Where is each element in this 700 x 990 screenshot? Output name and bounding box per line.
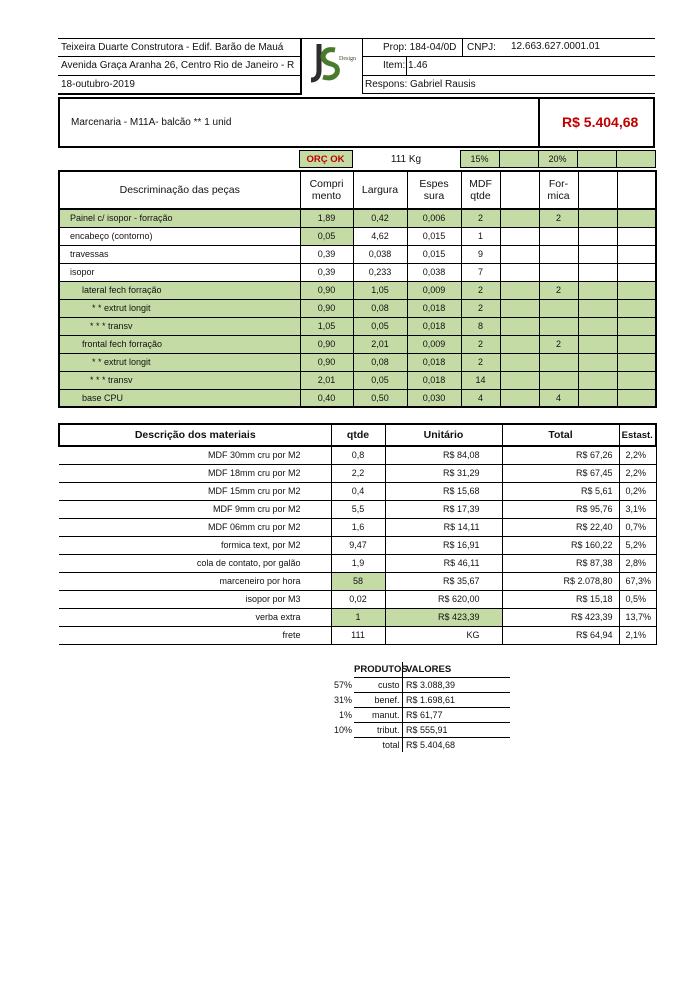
table-row xyxy=(59,281,656,299)
material-percent: 67,3% xyxy=(619,572,656,590)
table-row xyxy=(59,353,656,371)
material-percent: 5,2% xyxy=(619,536,656,554)
part-name: isopor xyxy=(59,263,300,281)
mdf-percent: 15% xyxy=(460,151,499,168)
table-row xyxy=(59,446,656,464)
part-formica xyxy=(539,317,578,335)
table-row xyxy=(59,464,656,482)
material-name: isopor por M3 xyxy=(59,590,331,608)
part-width: 1,05 xyxy=(353,281,407,299)
part-blank-2 xyxy=(578,317,617,335)
material-total: R$ 64,94 xyxy=(502,626,619,644)
part-blank-2 xyxy=(578,281,617,299)
product-percent: 10% xyxy=(333,724,352,735)
material-qty: 0,4 xyxy=(331,482,385,500)
material-total: R$ 2.078,80 xyxy=(502,572,619,590)
site-address: Avenida Graça Aranha 26, Centro Rio de Janeiro - R xyxy=(61,60,295,71)
product-percent: 31% xyxy=(333,694,352,705)
table-row xyxy=(59,536,656,554)
part-formica xyxy=(539,299,578,317)
part-blank-1 xyxy=(500,335,539,353)
part-name: encabeço (contorno) xyxy=(59,227,300,245)
part-length: 0,05 xyxy=(300,227,353,245)
product-label: tribut. xyxy=(354,722,402,737)
status-strip xyxy=(58,150,656,168)
product-value: R$ 1.698,61 xyxy=(406,692,510,707)
col-length: Compri mento xyxy=(300,171,353,209)
materials-header-row xyxy=(59,424,656,446)
col-blank-3 xyxy=(617,171,656,209)
material-unit-price: R$ 17,39 xyxy=(385,500,502,518)
status-badge: ORÇ OK xyxy=(299,151,352,168)
formica-percent: 20% xyxy=(538,151,577,168)
part-name: frontal fech forração xyxy=(59,335,300,353)
material-qty: 1,6 xyxy=(331,518,385,536)
grand-total: R$ 5.404,68 xyxy=(562,114,639,130)
material-unit-price: R$ 46,11 xyxy=(385,554,502,572)
col-qty: qtde xyxy=(331,424,385,446)
part-thickness: 0,018 xyxy=(407,353,461,371)
part-blank-1 xyxy=(500,371,539,389)
material-qty: 0,8 xyxy=(331,446,385,464)
part-thickness: 0,018 xyxy=(407,317,461,335)
material-percent: 0,2% xyxy=(619,482,656,500)
material-qty: 111 xyxy=(331,626,385,644)
part-name: base CPU xyxy=(59,389,300,407)
material-total: R$ 67,26 xyxy=(502,446,619,464)
part-blank-3 xyxy=(617,299,656,317)
col-stats: Estast. xyxy=(619,424,656,446)
part-blank-1 xyxy=(500,263,539,281)
part-mdf-qty: 2 xyxy=(461,281,500,299)
part-formica: 4 xyxy=(539,389,578,407)
col-blank-1 xyxy=(500,171,539,209)
part-thickness: 0,015 xyxy=(407,227,461,245)
part-length: 0,39 xyxy=(300,245,353,263)
list-item xyxy=(330,692,510,707)
material-unit-price: R$ 14,11 xyxy=(385,518,502,536)
part-formica xyxy=(539,263,578,281)
part-width: 0,233 xyxy=(353,263,407,281)
part-blank-2 xyxy=(578,245,617,263)
part-length: 0,90 xyxy=(300,335,353,353)
material-name: marceneiro por hora xyxy=(59,572,331,590)
part-blank-3 xyxy=(617,209,656,227)
part-blank-2 xyxy=(578,227,617,245)
part-blank-2 xyxy=(578,209,617,227)
part-blank-1 xyxy=(500,245,539,263)
material-qty: 2,2 xyxy=(331,464,385,482)
material-qty: 1 xyxy=(331,608,385,626)
product-label: custo xyxy=(354,677,402,692)
material-percent: 0,5% xyxy=(619,590,656,608)
material-name: cola de contato, por galão xyxy=(59,554,331,572)
list-item xyxy=(330,677,510,692)
col-thickness: Espes sura xyxy=(407,171,461,209)
list-item xyxy=(330,722,510,737)
part-width: 0,08 xyxy=(353,299,407,317)
material-qty: 58 xyxy=(331,572,385,590)
material-qty: 9,47 xyxy=(331,536,385,554)
table-row xyxy=(59,317,656,335)
part-name: * * extrut longit xyxy=(59,353,300,371)
part-blank-3 xyxy=(617,281,656,299)
part-blank-1 xyxy=(500,227,539,245)
material-qty: 5,5 xyxy=(331,500,385,518)
table-row xyxy=(59,209,656,227)
material-total: R$ 67,45 xyxy=(502,464,619,482)
company-name: Teixeira Duarte Construtora - Edif. Barão de Mauá xyxy=(61,42,284,53)
part-thickness: 0,030 xyxy=(407,389,461,407)
material-unit-price: R$ 35,67 xyxy=(385,572,502,590)
material-qty: 1,9 xyxy=(331,554,385,572)
part-length: 1,89 xyxy=(300,209,353,227)
col-mdf-qty: MDF qtde xyxy=(461,171,500,209)
col-total: Total xyxy=(502,424,619,446)
job-title: Marcenaria - M11A- balcão ** 1 unid xyxy=(71,117,232,128)
material-unit-price: KG xyxy=(385,626,502,644)
table-row xyxy=(59,389,656,407)
part-thickness: 0,009 xyxy=(407,335,461,353)
material-name: frete xyxy=(59,626,331,644)
part-thickness: 0,006 xyxy=(407,209,461,227)
part-blank-2 xyxy=(578,335,617,353)
logo-word: Design xyxy=(339,56,356,62)
part-blank-1 xyxy=(500,281,539,299)
product-value: R$ 555,91 xyxy=(406,722,510,737)
table-row xyxy=(59,245,656,263)
part-mdf-qty: 2 xyxy=(461,209,500,227)
part-formica xyxy=(539,353,578,371)
material-percent: 13,7% xyxy=(619,608,656,626)
materials-table xyxy=(58,423,657,645)
part-blank-1 xyxy=(500,389,539,407)
part-formica xyxy=(539,227,578,245)
part-name: * * * transv xyxy=(59,317,300,335)
part-blank-3 xyxy=(617,317,656,335)
col-blank-2 xyxy=(578,171,617,209)
part-mdf-qty: 9 xyxy=(461,245,500,263)
part-name: travessas xyxy=(59,245,300,263)
part-mdf-qty: 2 xyxy=(461,299,500,317)
part-width: 0,05 xyxy=(353,371,407,389)
product-value: R$ 5.404,68 xyxy=(406,739,456,750)
material-percent: 3,1% xyxy=(619,500,656,518)
col-unit-price: Unitário xyxy=(385,424,502,446)
part-width: 0,038 xyxy=(353,245,407,263)
part-mdf-qty: 8 xyxy=(461,317,500,335)
product-percent xyxy=(330,737,354,752)
cnpj-label: CNPJ: xyxy=(467,42,496,53)
material-qty: 0,02 xyxy=(331,590,385,608)
part-blank-3 xyxy=(617,389,656,407)
list-item xyxy=(330,737,510,752)
part-blank-3 xyxy=(617,335,656,353)
part-thickness: 0,018 xyxy=(407,371,461,389)
part-formica xyxy=(539,245,578,263)
part-thickness: 0,038 xyxy=(407,263,461,281)
part-mdf-qty: 1 xyxy=(461,227,500,245)
part-thickness: 0,009 xyxy=(407,281,461,299)
table-row xyxy=(59,626,656,644)
part-blank-1 xyxy=(500,353,539,371)
table-row xyxy=(59,227,656,245)
material-percent: 2,2% xyxy=(619,446,656,464)
material-percent: 2,1% xyxy=(619,626,656,644)
part-blank-3 xyxy=(617,245,656,263)
part-thickness: 0,018 xyxy=(407,299,461,317)
material-name: formica text, por M2 xyxy=(59,536,331,554)
material-unit-price: R$ 16,91 xyxy=(385,536,502,554)
weight-value: 111 Kg xyxy=(390,153,422,165)
part-blank-1 xyxy=(500,317,539,335)
product-percent: 57% xyxy=(333,679,352,690)
part-mdf-qty: 2 xyxy=(461,335,500,353)
col-material: Descrição dos materiais xyxy=(59,424,331,446)
part-length: 2,01 xyxy=(300,371,353,389)
part-name: Painel c/ isopor - forração xyxy=(59,209,300,227)
material-total: R$ 423,39 xyxy=(502,608,619,626)
part-length: 1,05 xyxy=(300,317,353,335)
material-unit-price: R$ 620,00 xyxy=(385,590,502,608)
material-unit-price: R$ 31,29 xyxy=(385,464,502,482)
part-width: 0,05 xyxy=(353,317,407,335)
part-mdf-qty: 7 xyxy=(461,263,500,281)
part-name: * * * transv xyxy=(59,371,300,389)
col-width: Largura xyxy=(353,171,407,209)
cnpj-number: 12.663.627.0001.01 xyxy=(511,41,600,52)
part-width: 4,62 xyxy=(353,227,407,245)
parts-header-row xyxy=(59,171,656,209)
material-unit-price: R$ 423,39 xyxy=(385,608,502,626)
table-row xyxy=(59,335,656,353)
material-total: R$ 15,18 xyxy=(502,590,619,608)
part-blank-1 xyxy=(500,209,539,227)
part-length: 0,40 xyxy=(300,389,353,407)
part-blank-2 xyxy=(578,371,617,389)
material-name: verba extra xyxy=(59,608,331,626)
table-row xyxy=(59,608,656,626)
material-total: R$ 87,38 xyxy=(502,554,619,572)
document-date: 18-outubro-2019 xyxy=(61,79,135,90)
material-name: MDF 15mm cru por M2 xyxy=(59,482,331,500)
material-name: MDF 9mm cru por M2 xyxy=(59,500,331,518)
material-unit-price: R$ 84,08 xyxy=(385,446,502,464)
part-blank-2 xyxy=(578,263,617,281)
table-row xyxy=(59,518,656,536)
list-item xyxy=(330,707,510,722)
table-row xyxy=(59,371,656,389)
col-products: PRODUTOS xyxy=(354,662,402,677)
material-total: R$ 160,22 xyxy=(502,536,619,554)
material-unit-price: R$ 15,68 xyxy=(385,482,502,500)
material-name: MDF 06mm cru por M2 xyxy=(59,518,331,536)
table-row xyxy=(59,482,656,500)
part-blank-3 xyxy=(617,227,656,245)
part-width: 0,50 xyxy=(353,389,407,407)
part-formica: 2 xyxy=(539,209,578,227)
part-length: 0,90 xyxy=(300,281,353,299)
product-percent: 1% xyxy=(338,709,352,720)
part-formica: 2 xyxy=(539,335,578,353)
part-length: 0,90 xyxy=(300,299,353,317)
part-blank-3 xyxy=(617,353,656,371)
material-total: R$ 22,40 xyxy=(502,518,619,536)
table-row xyxy=(59,554,656,572)
responsible: Respons: Gabriel Rausis xyxy=(365,79,476,90)
part-blank-3 xyxy=(617,263,656,281)
table-row xyxy=(59,500,656,518)
col-description: Descriminação das peças xyxy=(59,171,300,209)
part-blank-1 xyxy=(500,299,539,317)
col-formica: For- mica xyxy=(539,171,578,209)
part-thickness: 0,015 xyxy=(407,245,461,263)
material-total: R$ 5,61 xyxy=(502,482,619,500)
part-blank-2 xyxy=(578,299,617,317)
part-blank-3 xyxy=(617,371,656,389)
part-formica: 2 xyxy=(539,281,578,299)
product-label: total xyxy=(382,739,400,750)
part-name: lateral fech forração xyxy=(59,281,300,299)
material-total: R$ 95,76 xyxy=(502,500,619,518)
summary-box xyxy=(58,97,655,148)
part-width: 2,01 xyxy=(353,335,407,353)
part-name: * * extrut longit xyxy=(59,299,300,317)
table-row xyxy=(59,590,656,608)
part-formica xyxy=(539,371,578,389)
material-name: MDF 18mm cru por M2 xyxy=(59,464,331,482)
material-name: MDF 30mm cru por M2 xyxy=(59,446,331,464)
products-summary xyxy=(330,662,510,752)
table-row xyxy=(59,572,656,590)
products-header-row xyxy=(330,662,510,677)
product-value: R$ 61,77 xyxy=(406,707,510,722)
parts-table xyxy=(58,170,657,408)
part-mdf-qty: 4 xyxy=(461,389,500,407)
table-row xyxy=(59,299,656,317)
part-mdf-qty: 14 xyxy=(461,371,500,389)
part-length: 0,90 xyxy=(300,353,353,371)
part-mdf-qty: 2 xyxy=(461,353,500,371)
part-length: 0,39 xyxy=(300,263,353,281)
product-value: R$ 3.088,39 xyxy=(406,677,510,692)
material-percent: 0,7% xyxy=(619,518,656,536)
material-percent: 2,8% xyxy=(619,554,656,572)
part-blank-2 xyxy=(578,389,617,407)
col-values: VALORES xyxy=(406,662,510,677)
material-percent: 2,2% xyxy=(619,464,656,482)
item-number: Item: 1.46 xyxy=(383,60,428,71)
part-width: 0,08 xyxy=(353,353,407,371)
product-label: manut. xyxy=(354,707,402,722)
part-blank-2 xyxy=(578,353,617,371)
proposal-number: Prop: 184-04/0D xyxy=(383,42,457,53)
table-row xyxy=(59,263,656,281)
part-width: 0,42 xyxy=(353,209,407,227)
company-logo xyxy=(305,40,359,88)
product-label: benef. xyxy=(354,692,402,707)
